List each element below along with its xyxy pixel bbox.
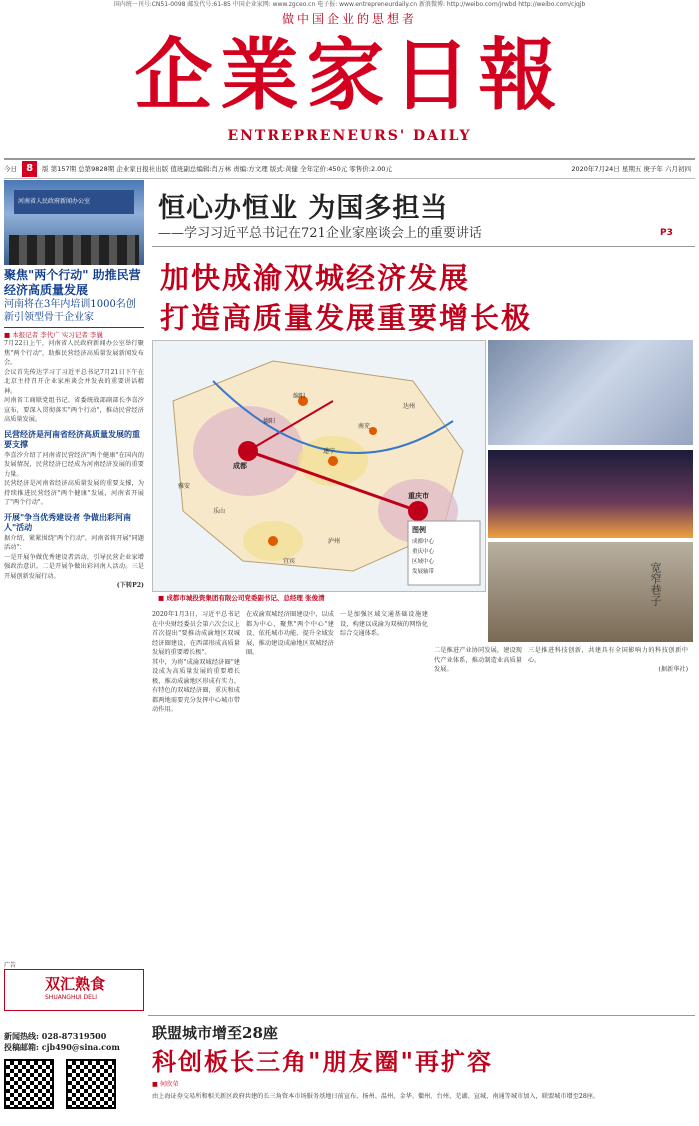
map-label: 达州 — [403, 403, 416, 410]
hotline-number: 028-87319500 — [41, 1031, 107, 1041]
masthead-subtitle: ENTREPRENEURS' DAILY — [227, 128, 472, 144]
headline-line-1: 加快成渝双城经济发展 — [160, 261, 471, 295]
body-column-4 — [434, 646, 522, 675]
bottom-kicker: 联盟城市增至28座 — [152, 1024, 278, 1042]
ad-brand: 双汇熟食 — [45, 975, 106, 993]
body-column-5 — [528, 646, 688, 675]
body-paragraph-6: 三是推进科技创新，共建具有全国影响力的科技创新中心。 — [528, 647, 688, 664]
legend-item: 重庆中心 — [412, 549, 435, 555]
map-label: 泸州 — [328, 538, 341, 545]
slogan: 做中国企业的思想者 — [281, 12, 417, 26]
ad-brand-en: SHUANGHUI DELI — [45, 994, 98, 1001]
kicker-subtitle: ——学习习近平总书记在721企业家座谈会上的重要讲话 — [158, 226, 482, 241]
shuanghui-ad[interactable] — [4, 969, 144, 1011]
map-label: 遂宁 — [323, 448, 336, 455]
section-heading-2: 开展"争当优秀建设者 争做出彩河南人"活动 — [4, 511, 131, 532]
body-paragraph-1: 2020年1月3日，习近平总书记在中央财经委员会第六次会议上首次提出"要推动成渝地区双城经济圈建设，在西部形成高质量发展的重要增长极"。 — [152, 611, 240, 656]
bottom-divider — [148, 1015, 695, 1016]
lead-paragraph-4: 李喜汐介绍了河南省民营经济"两个健康"在国内的发展情况，民营经济已经成为河南经济发展的重要力量。 — [4, 451, 144, 478]
regional-map — [152, 340, 486, 592]
press-conference-photo — [4, 180, 144, 265]
body-column-1 — [152, 610, 240, 715]
map-label: 乐山 — [213, 508, 226, 515]
map-label: 雅安 — [178, 483, 191, 490]
issue-info-bar — [4, 158, 695, 179]
email — [4, 1042, 144, 1053]
map-svg — [153, 341, 485, 591]
today-label: 今日 — [4, 165, 17, 173]
photo-people — [9, 235, 139, 265]
bottom-headline[interactable]: 科创板长三角"朋友圈"再扩容 — [152, 1047, 494, 1076]
masthead: 企業家日報 — [134, 30, 565, 121]
legend-item: 发展轴带 — [412, 569, 435, 575]
night-city-photo — [488, 450, 693, 538]
body-source: (据新华社) — [658, 666, 688, 673]
body-paragraph-2: 其中，为将"成渝双城经济圈"建设成为高质量发展的重要增长极，推动成渝地区形成有实力、有特色的双城经济圈，重庆和成都两地需要充分发挥中心城市带动作用。 — [152, 658, 240, 713]
qr-code-icon-2 — [66, 1059, 116, 1109]
headline-line-2: 打造高质量发展重要增长极 — [160, 301, 533, 335]
hotline — [4, 1031, 144, 1042]
main-headline[interactable] — [160, 258, 630, 338]
map-label: 宜宾 — [283, 558, 296, 565]
email-label: 投稿邮箱: — [4, 1042, 39, 1052]
lead-paragraph-3: 河南省工商联党组书记、省委统战部副部长李喜汐宣布，要深入贯彻落实"两个行动"，推动民营经济高质量发展。 — [4, 397, 144, 423]
kuanzhai-alley-photo — [488, 542, 693, 642]
left-column — [4, 180, 144, 591]
section-heading-1: 民营经济是河南省经济高质量发展的重要支撑 — [4, 428, 140, 449]
issue-date: 2020年7月24日 星期五 庚子年 六月初四 — [571, 165, 691, 173]
body-paragraph-3: 在成渝双城经济圈建设中，以成都为中心，聚焦"两个中心"建设、依托城市功能、提升全域发展，推动建设成渝地区双城经济圈。 — [246, 611, 334, 656]
legend-item: 成都中心 — [412, 539, 435, 545]
legend-item: 区域中心 — [412, 559, 435, 565]
lead-subtitle: 河南将在3年内培训1000名创新引领型骨干企业家 — [4, 299, 136, 323]
photo-banner-text: 河南省人民政府新闻办公室 — [18, 198, 91, 205]
ad-block — [4, 960, 144, 1109]
hotline-label: 新闻热线: — [4, 1031, 39, 1041]
chengdu-marker — [238, 441, 258, 461]
ad-label: 广告 — [4, 962, 17, 969]
map-label: 南充 — [358, 423, 371, 430]
page-count: 8 — [22, 161, 37, 177]
photo-signboard: 宽窄巷子 — [649, 562, 662, 606]
kicker-title[interactable]: 恒心办恒业 为国多担当 — [158, 193, 449, 224]
bridge-photo — [488, 340, 693, 445]
body-column-2 — [246, 610, 334, 658]
map-label: 绵阳 — [293, 393, 306, 400]
map-label: 德阳 — [263, 418, 276, 425]
map-caption: ■ 成都市城投资集团有限公司党委副书记、总经理 张俊清 — [158, 594, 325, 602]
map-label: 成都 — [233, 461, 247, 470]
qr-code-icon — [4, 1059, 54, 1109]
bottom-byline: ■ 何欣荣 — [152, 1081, 179, 1088]
bottom-body: 由上海证券交易所和相关新区政府共建的长三角资本市场服务基地日前宣布，扬州、温州、金华、衢州、台州、芜湖、宣城、南通等城市加入，联盟城市增至28座。 — [152, 1093, 600, 1100]
body-column-3 — [340, 610, 428, 639]
lead-byline: ■ 本报记者 李代广 实习记者 李曩 — [4, 327, 144, 339]
divider — [152, 246, 695, 247]
legend-title: 图例 — [412, 526, 426, 534]
chongqing-marker — [408, 501, 428, 521]
body-paragraph-4: 一是加强区域交通基础设施建设，构建以成渝为双核的网络化综合交通体系。 — [340, 611, 428, 637]
lead-paragraph-7: 一是开展争做优秀建设者活动，引导民营企业家增强政治意识。二是开展争做出彩河南人活动。三是开展创新发展行动。 — [4, 553, 144, 580]
lead-paragraph-5: 民营经济是河南省经济高质量发展的重要支撑，为持续推进民营经济"两个健康"发展，河南省开展了"两个行动"。 — [4, 480, 144, 506]
page-reference[interactable]: P3 — [660, 228, 673, 238]
lead-paragraph-6: 据介绍，紧紧围绕"两个行动"，河南省将开展"同题活动"： — [4, 534, 144, 551]
legend-items — [412, 537, 434, 577]
email-address[interactable]: cjb490@sina.com — [41, 1042, 120, 1052]
lead-paragraph-1: 7月22日上午，河南省人民政府新闻办公室举行聚焦"两个行动"，助推民营经济高质量发展新闻发布会。 — [4, 340, 144, 366]
top-info-strip: 国内统一刊号:CN51-0098 邮发代号:61-85 中国企业家网: www.zgceo.cn 电子报: www.entrepreneurdaily.cn 新浪微博: http://weibo.com/jrwbd http://weibo.com/cjqjb — [113, 1, 586, 8]
continued-link[interactable]: (下转P2) — [116, 582, 144, 589]
body-paragraph-5: 二是推进产业协同发展，建设现代产业体系，推动制造业高质量发展。 — [434, 647, 522, 673]
issue-details: 版 第157期 总第9828期 企业家日报社出版 值班副总编辑:肖万林 责编:方文理 版式:黄健 全年定价:450元 零售价:2.00元 — [42, 165, 392, 173]
lead-paragraph-2: 会议首先传达学习了习近平总书记7月21日下午在北京主持召开企业家座谈会并发表的重要讲话精神。 — [4, 368, 144, 395]
map-label: 重庆市 — [408, 491, 429, 500]
lead-title[interactable]: 聚焦"两个行动" 助推民营经济高质量发展 — [4, 268, 141, 297]
